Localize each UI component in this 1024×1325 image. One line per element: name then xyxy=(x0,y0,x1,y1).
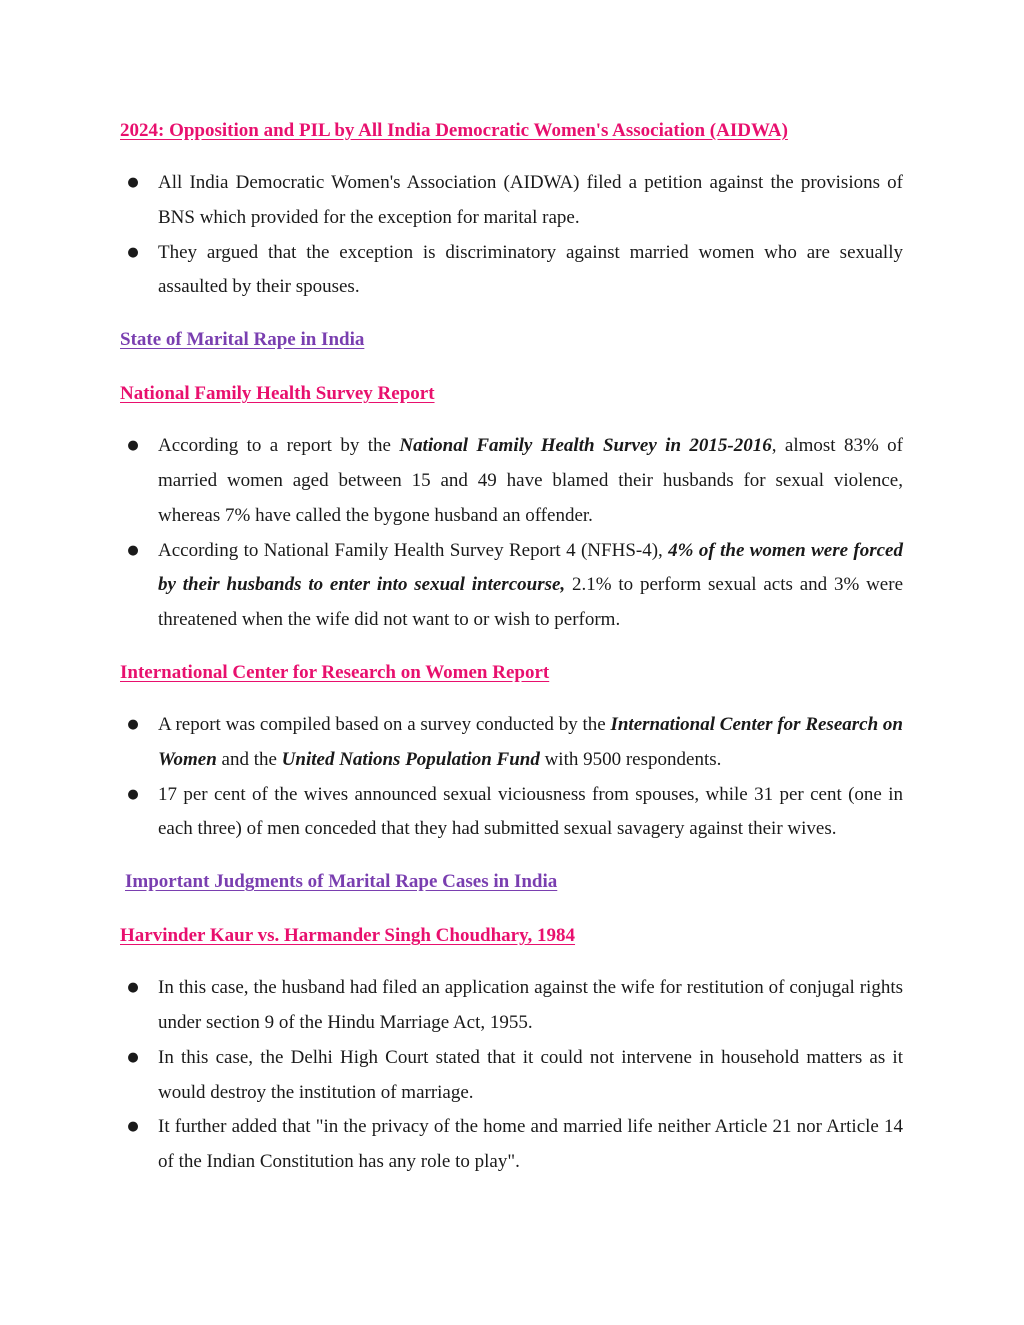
heading-state-of-marital-rape[interactable]: State of Marital Rape in India xyxy=(120,329,365,351)
list-nfhs xyxy=(120,429,903,638)
bullet-icon: ● xyxy=(127,980,139,996)
list-item: ● According to a report by the National Family Health Survey in 2015-2016, almost 83% of married women aged between 15 and 49 have blamed their husbands for sexual violence, whereas 7% have called the bygone husband an offender. xyxy=(120,429,903,533)
bullet-icon: ● xyxy=(127,438,139,454)
heading-icrw[interactable]: International Center for Research on Women Report xyxy=(120,661,550,683)
emphasis-text: International Center for Research on Women xyxy=(158,713,903,770)
emphasis-text: National Family Health Survey in 2015-2016 xyxy=(399,435,772,457)
list-item: ● According to National Family Health Survey Report 4 (NFHS-4), 4% of the women were forced by their husbands to enter into sexual intercourse, 2.1% to perform sexual acts and 3% were threatened when the wife did not want to or wish to perform. xyxy=(120,534,903,638)
document-page xyxy=(120,116,903,1180)
list-icrw xyxy=(120,708,903,847)
list-item: ● 17 per cent of the wives announced sexual viciousness from spouses, while 31 per cent (one in each three) of men conceded that they had submitted sexual savagery against their wives. xyxy=(120,778,903,848)
heading-aidwa[interactable]: 2024: Opposition and PIL by All India Democratic Women's Association (AIDWA) xyxy=(120,120,788,141)
bullet-icon: ● xyxy=(127,1049,139,1065)
list-harvinder xyxy=(120,971,903,1180)
list-item: ● In this case, the husband had filed an application against the wife for restitution of conjugal rights under section 9 of the Hindu Marriage Act, 1955. xyxy=(120,971,903,1041)
list-item: ● In this case, the Delhi High Court stated that it could not intervene in household matters as it would destroy the institution of marriage. xyxy=(120,1041,903,1111)
emphasis-text: 4% of the women were forced by their husbands to enter into sexual intercourse, xyxy=(158,539,903,596)
bullet-icon: ● xyxy=(127,542,139,558)
heading-nfhs[interactable]: National Family Health Survey Report xyxy=(120,383,435,405)
bullet-icon: ● xyxy=(127,716,139,732)
bullet-icon: ● xyxy=(127,1119,139,1135)
list-item: ● They argued that the exception is discriminatory against married women who are sexually assaulted by their spouses. xyxy=(120,236,903,306)
bullet-icon: ● xyxy=(127,786,139,802)
bullet-icon: ● xyxy=(127,175,139,190)
list-aidwa xyxy=(120,166,903,305)
list-item: ● All India Democratic Women's Association (AIDWA) filed a petition against the provisions of BNS which provided for the exception for marital rape. xyxy=(120,166,903,236)
list-item: ● It further added that "in the privacy of the home and married life neither Article 21 nor Article 14 of the Indian Constitution has any role to play". xyxy=(120,1110,903,1180)
heading-harvinder-kaur-case[interactable]: Harvinder Kaur vs. Harmander Singh Choudhary, 1984 xyxy=(120,925,576,947)
bullet-icon: ● xyxy=(127,244,139,260)
list-item: ● A report was compiled based on a survey conducted by the International Center for Research on Women and the United Nations Population Fund with 9500 respondents. xyxy=(120,708,903,778)
heading-important-judgments[interactable]: Important Judgments of Marital Rape Cases in India xyxy=(125,871,558,893)
emphasis-text: United Nations Population Fund xyxy=(281,748,540,770)
